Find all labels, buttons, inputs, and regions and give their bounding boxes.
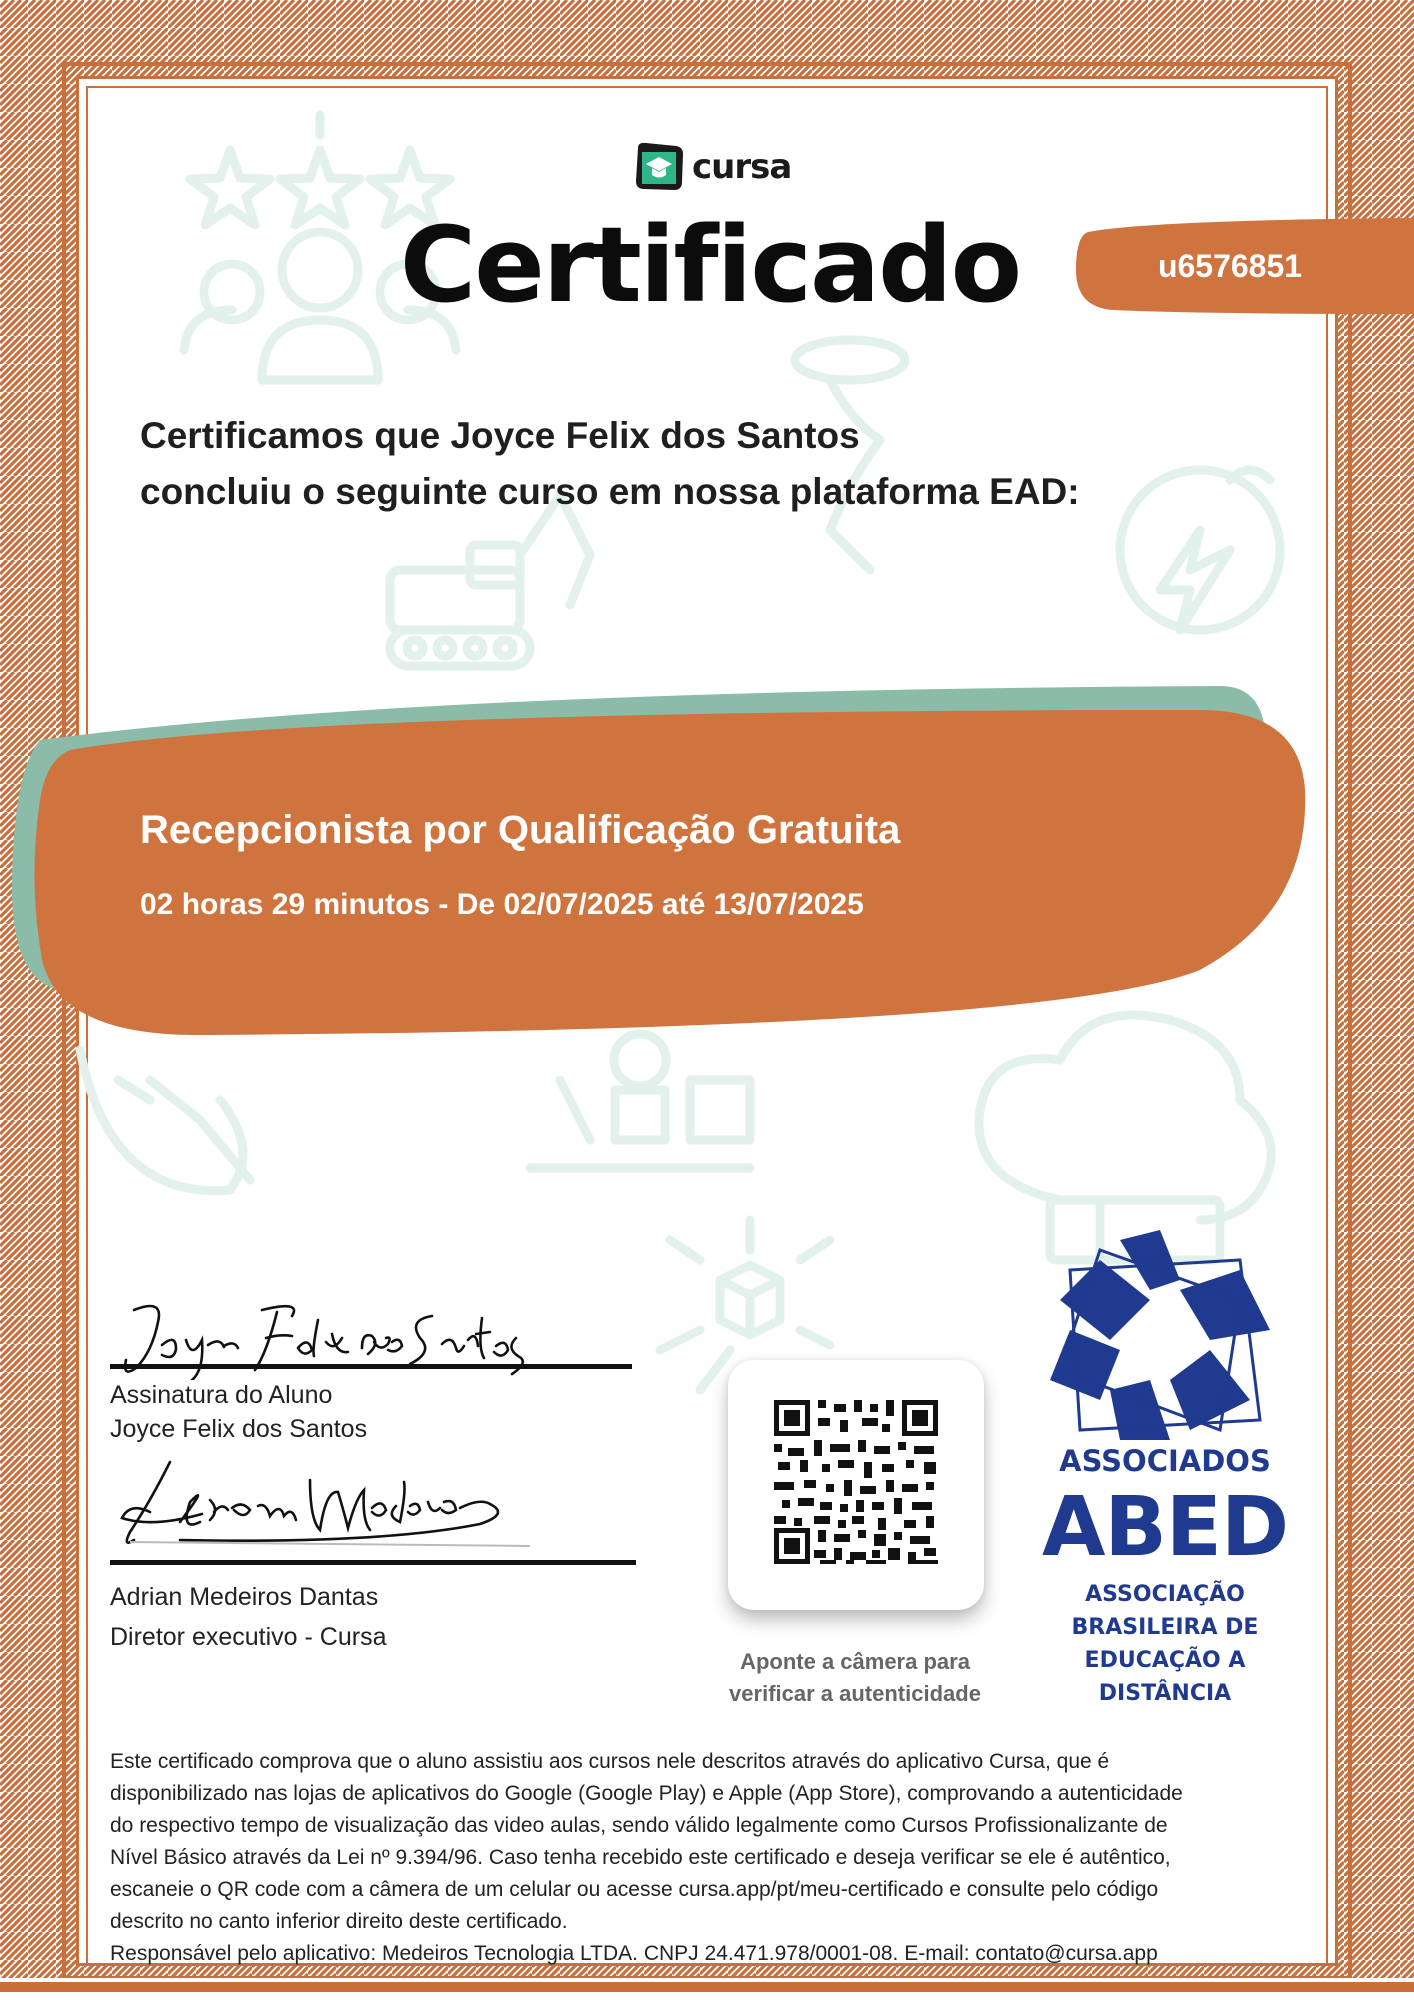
student-signature-line xyxy=(110,1364,632,1369)
legal-line-3: do respectivo tempo de visualização das video aulas, sendo válido legalmente como Cursos Profissionalizante de xyxy=(110,1814,1168,1837)
legal-line-4: Nível Básico através da Lei nº 9.394/96. Caso tenha recebido este certificado e deseja verificar se ele é autêntico, xyxy=(110,1846,1171,1869)
statement-line-1: Certificamos que Joyce Felix dos Santos xyxy=(140,415,860,456)
legal-line-5: escaneie o QR code com a câmera de um celular ou acesse cursa.app/pt/meu-certificado e consulte pelo código xyxy=(110,1878,1159,1901)
abed-name-line-2: BRASILEIRA DE xyxy=(1071,1615,1259,1640)
student-name: Joyce Felix dos Santos xyxy=(110,1415,368,1443)
director-signature xyxy=(110,1450,530,1560)
legal-line-2: disponibilizado nas lojas de aplicativos do Google (Google Play) e Apple (App Store), comprovando a autenticidade xyxy=(110,1782,1183,1805)
cursa-logo-icon xyxy=(632,140,686,194)
director-signature-line xyxy=(110,1560,636,1565)
student-signature-label: Assinatura do Aluno xyxy=(110,1381,333,1409)
course-details: 02 horas 29 minutos - De 02/07/2025 até 13/07/2025 xyxy=(140,888,864,921)
cursa-logo-text: cursa xyxy=(692,147,792,187)
certificate-title: Certificado xyxy=(399,204,1021,326)
course-name: Recepcionista por Qualificação Gratuita xyxy=(140,808,901,852)
legal-line-7: Responsável pelo aplicativo: Medeiros Tecnologia LTDA. CNPJ 24.471.978/0001-08. E-mail: contato@cursa.app xyxy=(110,1942,1158,1965)
legal-notice xyxy=(110,1746,1310,1970)
abed-logo-icon xyxy=(1040,1230,1280,1450)
qr-caption xyxy=(690,1646,1020,1710)
abed-name-line-3: EDUCAÇÃO A xyxy=(1084,1648,1246,1673)
certificate-code: u6576851 xyxy=(1157,248,1303,284)
qr-caption-line-1: Aponte a câmera para xyxy=(740,1649,970,1674)
abed-name-line-4: DISTÂNCIA xyxy=(1098,1681,1232,1706)
qr-code-icon xyxy=(728,1360,984,1610)
legal-line-6: descrito no canto inferior direito deste certificado. xyxy=(110,1910,568,1933)
abed-full-name xyxy=(1050,1578,1280,1710)
director-name: Adrian Medeiros Dantas xyxy=(110,1583,379,1611)
statement-line-2: concluiu o seguinte curso em nossa plataforma EAD: xyxy=(140,471,1080,512)
course-band xyxy=(0,680,1414,1060)
certification-statement xyxy=(140,408,1190,520)
qr-caption-line-2: verificar a autenticidade xyxy=(729,1681,981,1706)
director-role: Diretor executivo - Cursa xyxy=(110,1623,387,1651)
abed-associados: ASSOCIADOS xyxy=(1059,1444,1271,1478)
qr-code-card[interactable] xyxy=(728,1360,984,1610)
abed-name-line-1: ASSOCIAÇÃO xyxy=(1085,1582,1245,1607)
abed-acronym: ABED xyxy=(1041,1480,1289,1575)
welder-icon xyxy=(80,1050,250,1191)
excavator-icon xyxy=(390,495,590,666)
legal-line-1: Este certificado comprova que o aluno assistiu aos cursos nele descritos através do aplicativo Cursa, que é xyxy=(110,1750,1110,1773)
cursa-logo xyxy=(632,140,791,194)
